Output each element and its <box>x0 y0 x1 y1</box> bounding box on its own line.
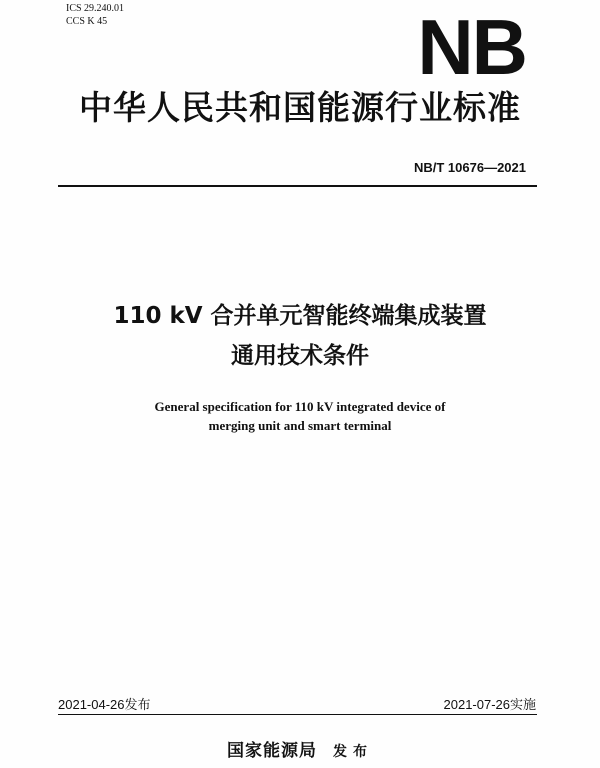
title-english-line-1: General specification for 110 kV integrated device of <box>154 399 446 414</box>
publisher-name: 国家能源局 <box>227 741 317 761</box>
ics-code: ICS 29.240.01 <box>66 3 125 14</box>
implementation-date: 2021-07-26实施 <box>443 697 536 712</box>
ccs-code: CCS K 45 <box>66 16 108 27</box>
standard-number: NB/T 10676—2021 <box>413 160 526 175</box>
nb-logo: NB <box>417 3 526 91</box>
title-english-line-2: merging unit and smart terminal <box>208 418 392 433</box>
title-chinese-line-1: 110 kV 合并单元智能终端集成装置 <box>113 303 487 329</box>
standard-category: 中华人民共和国能源行业标准 <box>79 88 521 127</box>
issue-date: 2021-04-26发布 <box>58 697 151 712</box>
header-divider <box>58 185 537 187</box>
publisher-line <box>0 740 600 763</box>
footer-divider <box>58 714 537 715</box>
title-chinese-line-2: 通用技术条件 <box>231 343 369 369</box>
publish-action: 发布 <box>333 744 373 760</box>
